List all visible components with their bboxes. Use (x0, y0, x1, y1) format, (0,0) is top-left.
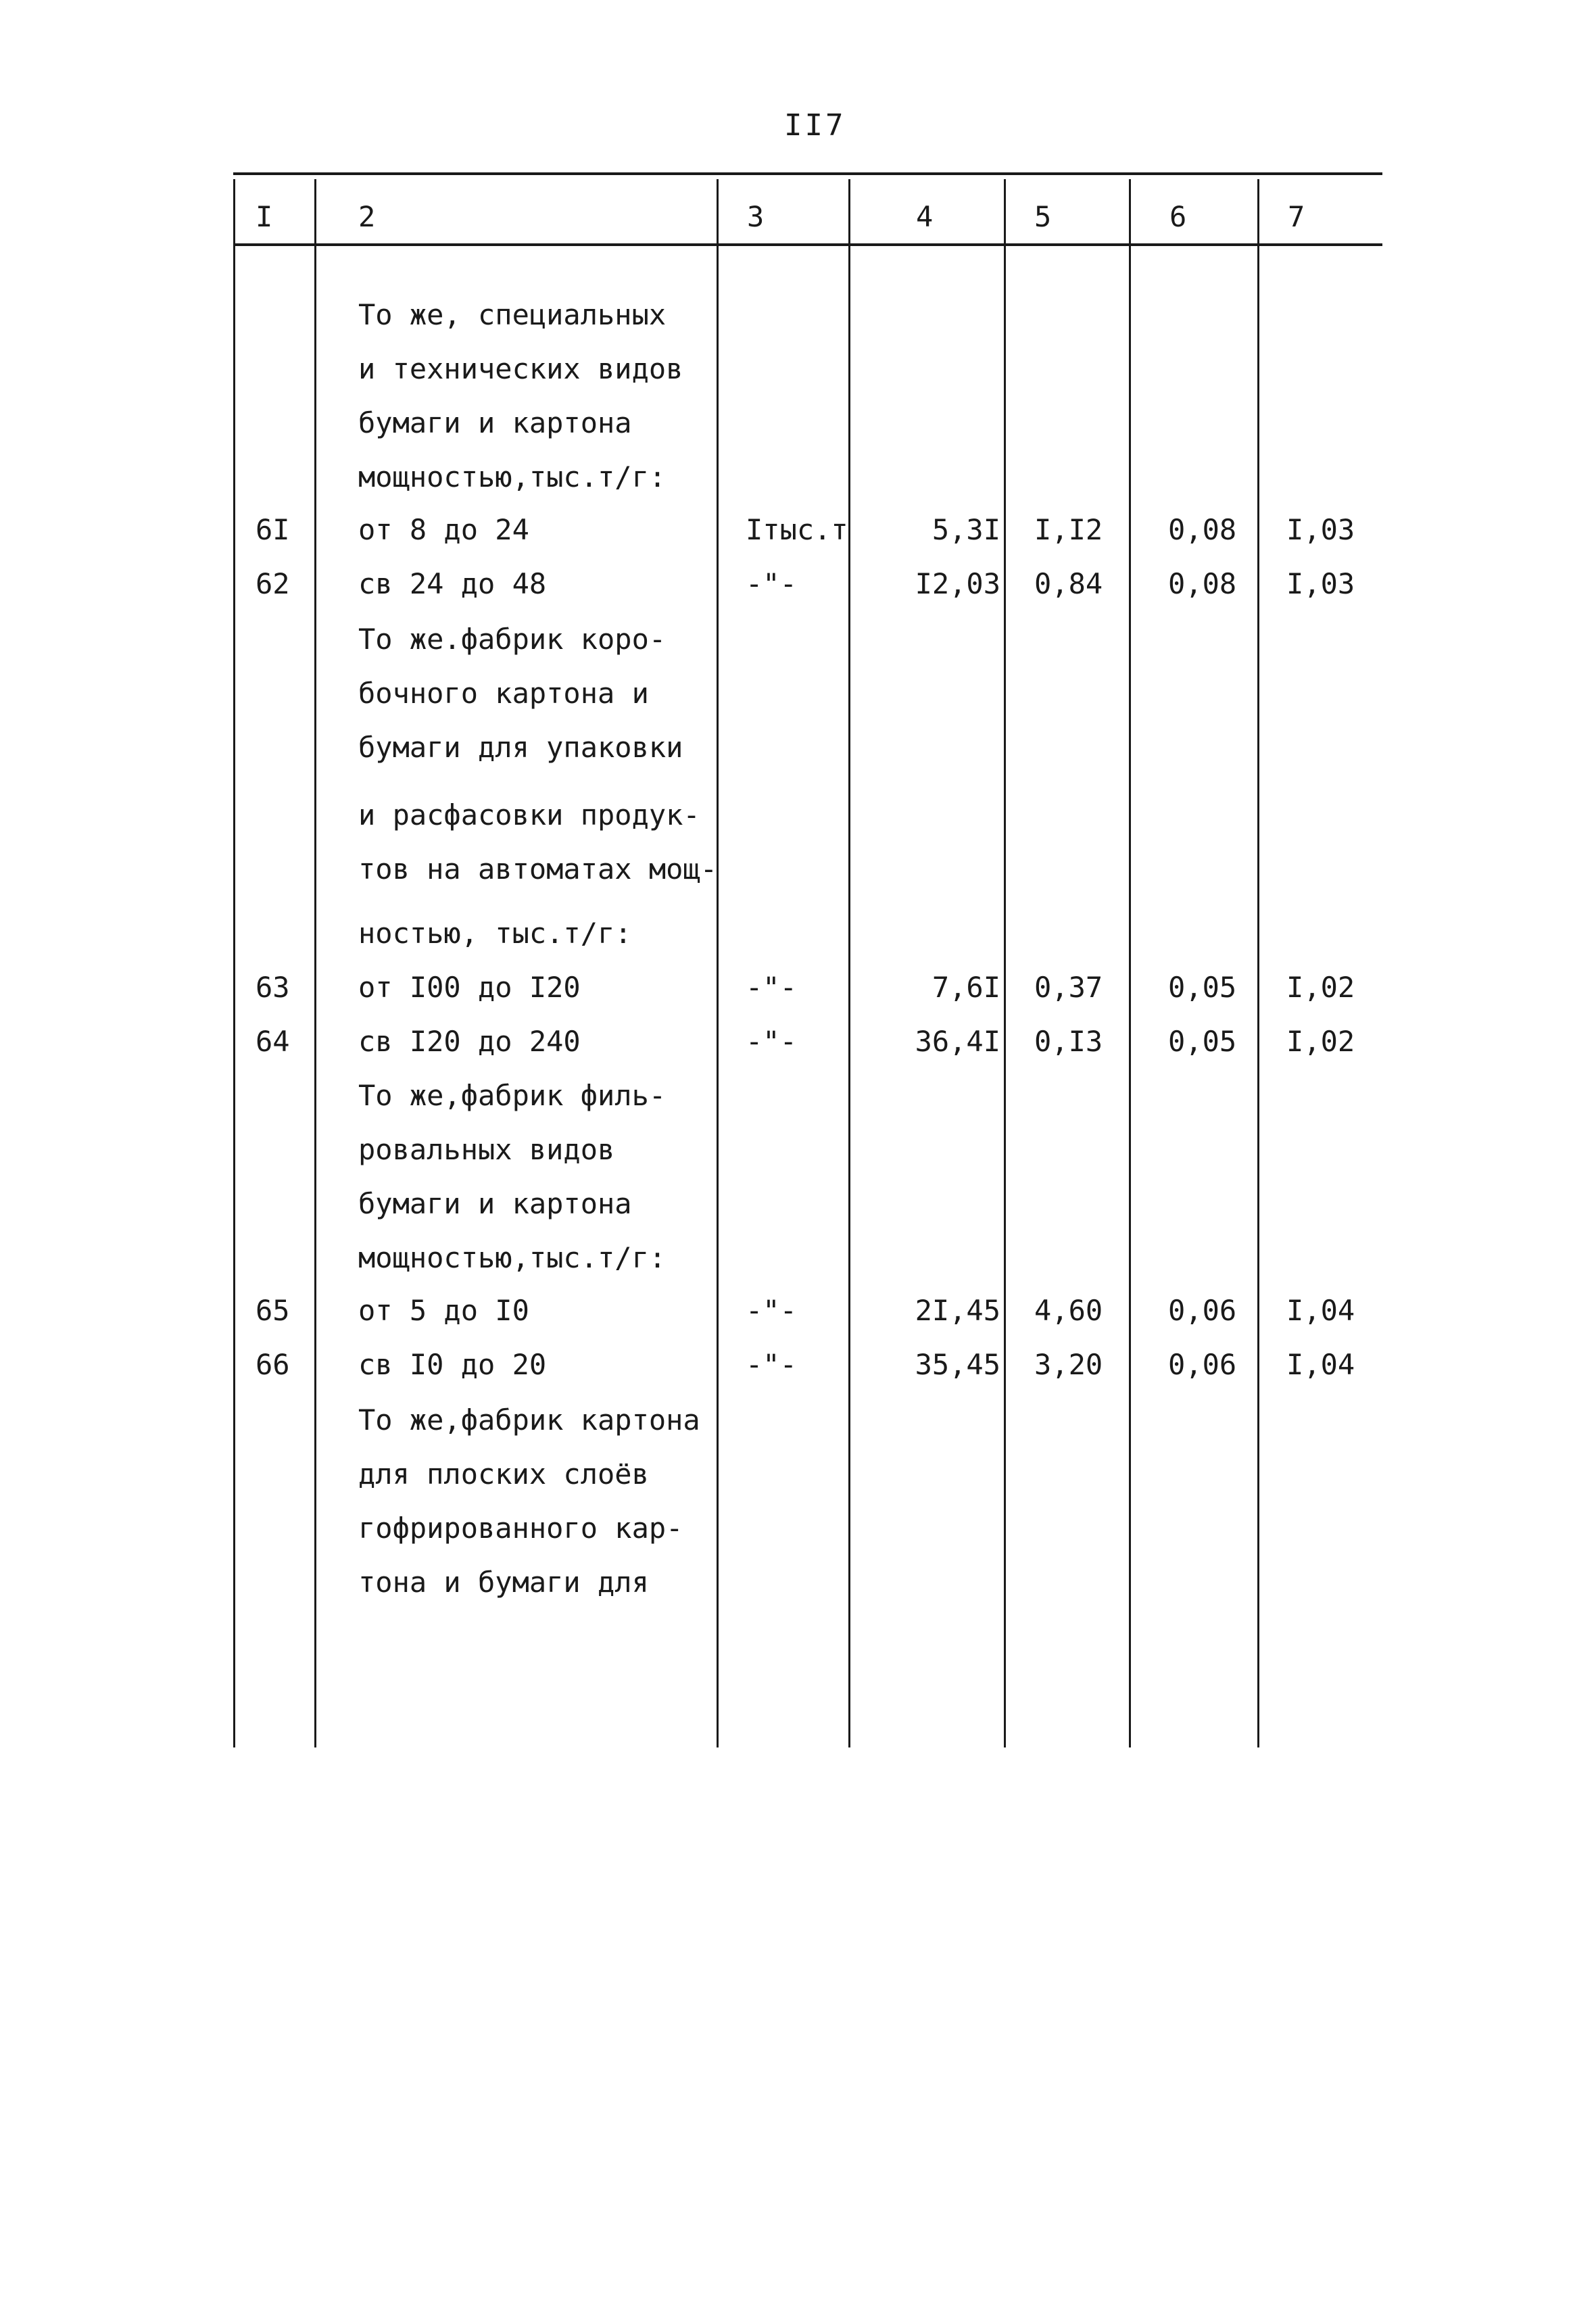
row-value-6: 0,08 (1168, 567, 1237, 600)
table-col-divider (1004, 179, 1006, 1747)
header-col-6: 6 (1169, 200, 1187, 233)
row-number: 62 (256, 567, 290, 600)
header-col-4: 4 (916, 200, 934, 233)
row-description: ностью, тыс.т/г: (358, 917, 632, 950)
row-value-4: I2,03 (915, 567, 1000, 600)
row-value-6: 0,08 (1168, 513, 1237, 546)
row-unit: -"- (746, 1025, 797, 1058)
row-value-4: 7,6I (932, 971, 1000, 1004)
row-description: То же, специальных (358, 298, 667, 331)
row-description: ровальных видов (358, 1133, 615, 1166)
row-value-7: I,04 (1286, 1294, 1355, 1327)
row-value-4: 36,4I (915, 1025, 1000, 1058)
row-unit: Iтыс.т (746, 513, 848, 546)
row-value-5: 3,20 (1034, 1348, 1103, 1381)
row-number: 63 (256, 971, 290, 1004)
row-value-5: 0,I3 (1034, 1025, 1103, 1058)
row-description: св 24 до 48 (358, 567, 547, 600)
row-description: То же,фабрик филь- (358, 1079, 667, 1112)
table-col-divider (717, 179, 719, 1747)
row-unit: -"- (746, 971, 797, 1004)
row-description: бумаги для упаковки (358, 731, 683, 764)
row-value-4: 5,3I (932, 513, 1000, 546)
row-value-7: I,03 (1286, 567, 1355, 600)
row-description: бумаги и картона (358, 406, 632, 439)
table-col-divider (233, 179, 235, 1747)
row-value-7: I,02 (1286, 1025, 1355, 1058)
row-number: 64 (256, 1025, 290, 1058)
row-description: для плоских слоёв (358, 1457, 649, 1491)
row-description: То же.фабрик коро- (358, 623, 667, 656)
row-description: бумаги и картона (358, 1187, 632, 1220)
row-description: от 8 до 24 (358, 513, 529, 546)
row-unit: -"- (746, 1294, 797, 1327)
row-description: от 5 до I0 (358, 1294, 529, 1327)
header-col-5: 5 (1034, 200, 1052, 233)
row-value-5: 0,37 (1034, 971, 1103, 1004)
table-col-divider (1129, 179, 1131, 1747)
header-col-3: 3 (747, 200, 765, 233)
row-description: и технических видов (358, 352, 683, 385)
header-col-2: 2 (358, 200, 376, 233)
row-value-6: 0,05 (1168, 1025, 1237, 1058)
row-value-5: 4,60 (1034, 1294, 1103, 1327)
row-description: тов на автоматах мощ- (358, 852, 718, 886)
row-number: 66 (256, 1348, 290, 1381)
row-unit: -"- (746, 1348, 797, 1381)
table-col-divider (1257, 179, 1259, 1747)
row-unit: -"- (746, 567, 797, 600)
row-value-4: 2I,45 (915, 1294, 1000, 1327)
row-number: 6I (256, 513, 290, 546)
row-description: и расфасовки продук- (358, 798, 700, 831)
table-col-divider (314, 179, 316, 1747)
row-value-6: 0,06 (1168, 1348, 1237, 1381)
row-value-7: I,02 (1286, 971, 1355, 1004)
row-description: То же,фабрик картона (358, 1403, 700, 1437)
header-col-1: I (256, 200, 273, 233)
row-description: мощностью,тыс.т/г: (358, 1241, 667, 1274)
row-description: св I20 до 240 (358, 1025, 581, 1058)
row-value-4: 35,45 (915, 1348, 1000, 1381)
table-top-rule (233, 172, 1382, 175)
row-description: мощностью,тыс.т/г: (358, 460, 667, 493)
header-col-7: 7 (1288, 200, 1305, 233)
table-col-divider (848, 179, 850, 1747)
row-value-5: I,I2 (1034, 513, 1103, 546)
row-value-7: I,03 (1286, 513, 1355, 546)
page-number: II7 (784, 108, 846, 143)
row-description: от I00 до I20 (358, 971, 581, 1004)
row-description: св I0 до 20 (358, 1348, 547, 1381)
row-description: гофрированного кар- (358, 1512, 683, 1545)
table-header-rule (233, 243, 1382, 246)
row-value-5: 0,84 (1034, 567, 1103, 600)
row-description: бочного картона и (358, 677, 649, 710)
row-value-6: 0,05 (1168, 971, 1237, 1004)
row-description: тона и бумаги для (358, 1566, 649, 1599)
row-value-7: I,04 (1286, 1348, 1355, 1381)
row-value-6: 0,06 (1168, 1294, 1237, 1327)
row-number: 65 (256, 1294, 290, 1327)
